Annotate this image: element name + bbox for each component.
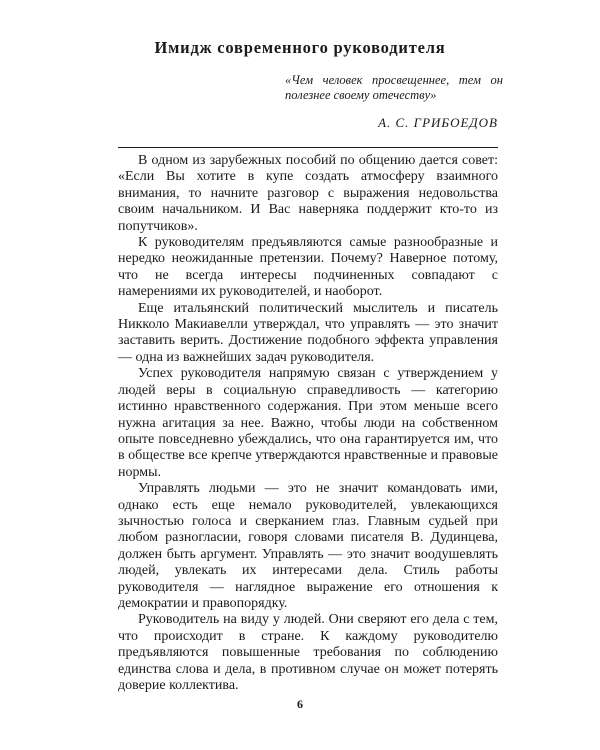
paragraph-4: Успех руководителя напрямую связан с утверждением у людей веры в социальную справедливость — категорию истинно нравственного содержания. При этом меньше всего нужна агитация за нее. Важно, чтобы люди на собственном опыте повседневно убеждались, что она гарантируется им, что в обществе все крепче утверждаются нравственные и правовые нормы. — [118, 366, 498, 480]
paragraph-6: Руководитель на виду у людей. Они сверяют его дела с тем, что происходит в стране. К каждому руководителю предъявляются повышенные требования по соблюдению единства слова и дела, в противном случае он может потерять доверие коллектива. — [118, 612, 498, 693]
paragraph-1: В одном из зарубежных пособий по общению дается совет: «Если Вы хотите в купе создать атмосферу взаимного внимания, то начните разговор с выражения недовольства своим начальником. И Вас наверняка поддержит кто-то из попутчиков». — [118, 153, 498, 234]
section-divider — [118, 147, 498, 148]
paragraph-2: К руководителям предъявляются самые разнообразные и нередко неожиданные претензии. Почему? Наверное потому, что не всегда интересы подчиненных совпадают с намерениями их руководителей, и наоборот. — [118, 235, 498, 300]
epigraph-quote: «Чем человек просвещеннее, тем он полезнее своему отечеству» — [285, 73, 503, 102]
paragraph-5: Управлять людьми — это не значит командовать ими, однако есть еще немало руководителей, увлекающихся зычностью голоса и сверканием глаз. Главным судьей при любом разногласии, говоря словами писателя В. Дудинцева, должен быть аргумент. Управлять — это значит воодушевлять людей, увлекать их интересами дела. Стиль работы руководителя — наглядное выражение его отношения к демократии и правопорядку. — [118, 481, 498, 611]
paragraph-3: Еще итальянский политический мыслитель и писатель Никколо Макиавелли утверждал, что управлять — это значит заставить верить. Достижение подобного эффекта управления — одна из важнейших задач руководителя. — [118, 300, 498, 365]
chapter-title: Имидж современного руководителя — [154, 38, 446, 57]
body-text — [118, 153, 498, 694]
page-number: 6 — [297, 697, 303, 711]
epigraph-author: А. С. ГРИБОЕДОВ — [378, 115, 498, 130]
